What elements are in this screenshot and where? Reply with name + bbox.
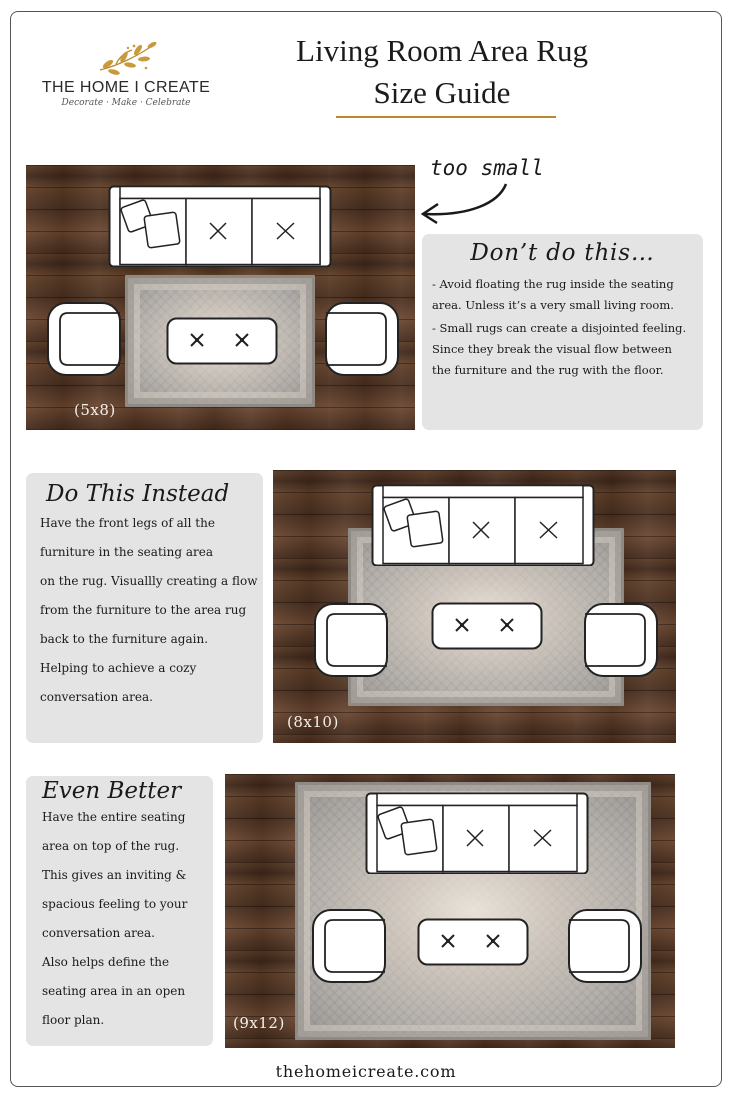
- even-better-box: [26, 776, 213, 1046]
- instruction-line: from the furniture to the area rug: [40, 603, 247, 617]
- dont-do-this-box: [422, 234, 703, 430]
- sofa-icon: [108, 185, 332, 267]
- logo-name: THE HOME I CREATE: [41, 79, 211, 96]
- brand-logo: [40, 40, 212, 118]
- title-line-1: Living Room Area Rug: [296, 33, 588, 68]
- armchair-icon: [46, 301, 122, 377]
- rug-5x8-illustration: [26, 165, 415, 430]
- dont-do-this-point-2: - Small rugs can create a disjointed feeling. Since they break the visual flow between the furniture and the rug with the floor.: [432, 321, 687, 377]
- curved-arrow-icon: [418, 180, 510, 226]
- rug-size-label: (5x8): [74, 401, 116, 419]
- footer-url: thehomeicreate.com: [275, 1062, 457, 1081]
- instruction-line: conversation area.: [42, 926, 155, 940]
- rug-size-label: (9x12): [233, 1014, 285, 1032]
- coffee-table-icon: [431, 602, 543, 650]
- do-this-instead-heading: Do This Instead: [46, 481, 230, 507]
- even-better-heading: Even Better: [42, 778, 182, 804]
- sofa-icon: [371, 484, 595, 566]
- instruction-line: seating area in an open: [42, 984, 186, 998]
- page-title: [262, 30, 622, 114]
- leaf-branch-icon: [86, 40, 166, 78]
- instruction-line: Helping to achieve a cozy: [40, 661, 197, 675]
- instruction-line: conversation area.: [40, 690, 153, 704]
- coffee-table-icon: [166, 317, 278, 365]
- dont-do-this-heading: Don’t do this…: [470, 240, 655, 266]
- rug-size-label: (8x10): [287, 713, 339, 731]
- logo-tagline: Decorate · Make · Celebrate: [61, 98, 191, 108]
- dont-do-this-point-1: - Avoid floating the rug inside the seating area. Unless it’s a very small living room.: [432, 277, 674, 312]
- instruction-line: This gives an inviting &: [42, 868, 187, 882]
- armchair-icon: [567, 908, 643, 984]
- instruction-line: Also helps define the: [42, 955, 170, 969]
- armchair-icon: [311, 908, 387, 984]
- armchair-icon: [313, 602, 389, 678]
- instruction-line: floor plan.: [42, 1013, 105, 1027]
- instruction-line: back to the furniture again.: [40, 632, 209, 646]
- sofa-icon: [365, 792, 589, 874]
- title-underline: [336, 116, 556, 118]
- coffee-table-icon: [417, 918, 529, 966]
- instruction-line: on the rug. Visuallly creating a flow: [40, 574, 258, 588]
- instruction-line: area on top of the rug.: [42, 839, 180, 853]
- too-small-annotation: too small: [430, 156, 544, 180]
- instruction-line: furniture in the seating area: [40, 545, 213, 559]
- title-line-2: Size Guide: [373, 75, 511, 110]
- instruction-line: Have the entire seating: [42, 810, 186, 824]
- do-this-instead-box: [26, 473, 263, 743]
- instruction-line: spacious feeling to your: [42, 897, 188, 911]
- armchair-icon: [324, 301, 400, 377]
- rug-9x12-illustration: [225, 774, 675, 1048]
- instruction-line: Have the front legs of all the: [40, 516, 215, 530]
- rug-8x10-illustration: [273, 470, 676, 743]
- armchair-icon: [583, 602, 659, 678]
